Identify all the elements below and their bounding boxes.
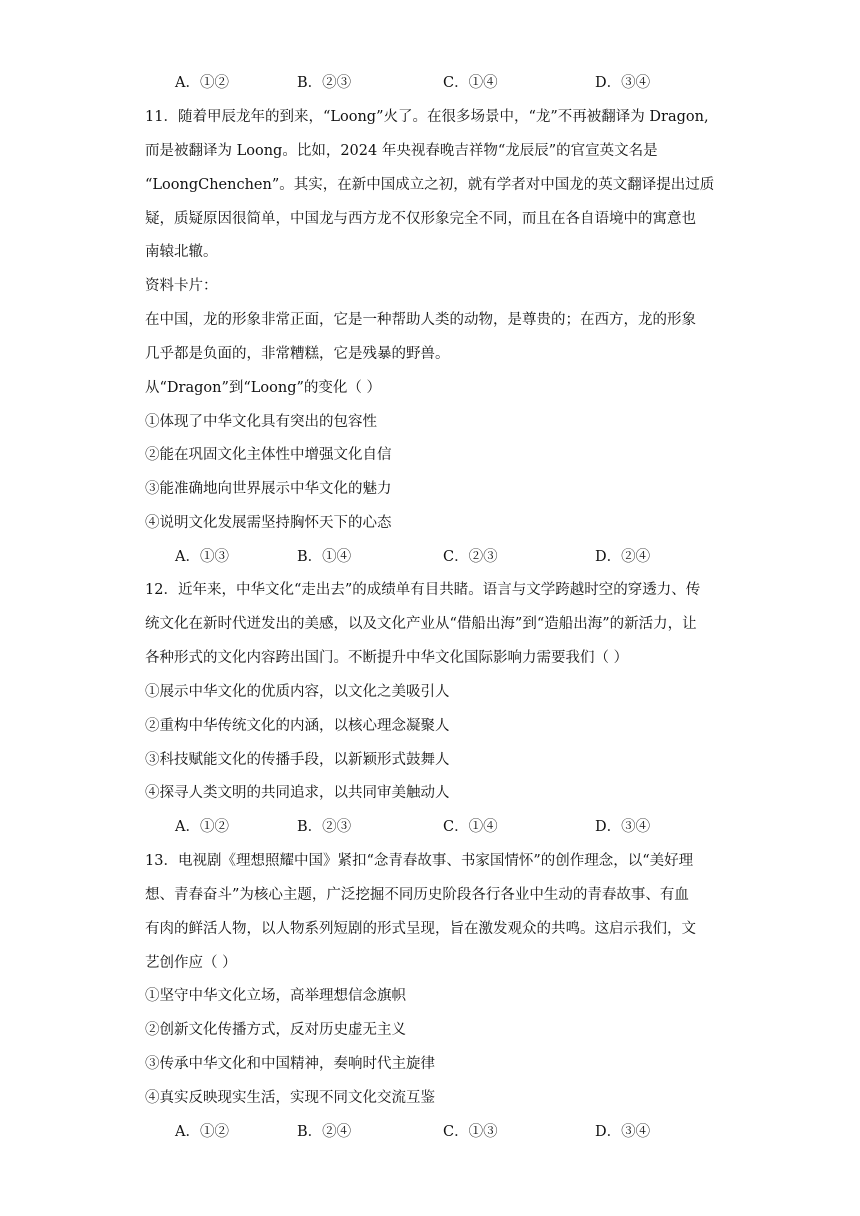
q13-item-3: ③传承中华文化和中国精神，奏响时代主旋律: [145, 1056, 435, 1072]
q11-item-2: ②能在巩固文化主体性中增强文化自信: [145, 447, 392, 463]
q12-option-c[interactable]: C．①④: [443, 819, 498, 835]
q10-option-a[interactable]: A．①②: [175, 75, 229, 91]
q12-text-line: 各种形式的文化内容跨出国门。不断提升中华文化国际影响力需要我们（ ）: [145, 650, 629, 666]
q11-text-line: 11．随着甲辰龙年的到来，“Loong”火了。在很多场景中，“龙”不再被翻译为 Dragon,: [145, 109, 709, 125]
q13-option-d[interactable]: D．③④: [595, 1124, 651, 1140]
q12-option-d[interactable]: D．③④: [595, 819, 651, 835]
q13-text-line: 13．电视剧《理想照耀中国》紧扣“念青春故事、书家国情怀”的创作理念，以“美好理: [145, 853, 694, 869]
q13-text-line: 想、青春奋斗”为核心主题，广泛挖掘不同历史阶段各行各业中生动的青春故事、有血: [145, 887, 689, 903]
q11-card-line: 在中国，龙的形象非常正面，它是一种帮助人类的动物，是尊贵的；在西方，龙的形象: [145, 312, 696, 328]
q11-option-c[interactable]: C．②③: [443, 549, 498, 565]
q13-item-1: ①坚守中华文化立场，高举理想信念旗帜: [145, 988, 406, 1004]
q13-item-4: ④真实反映现实生活，实现不同文化交流互鉴: [145, 1090, 435, 1106]
q13-text-line: 有肉的鲜活人物，以人物系列短剧的形式呈现，旨在激发观众的共鸣。这启示我们，文: [145, 921, 696, 937]
q10-option-b[interactable]: B．②③: [297, 75, 352, 91]
q13-option-b[interactable]: B．②④: [297, 1124, 352, 1140]
q13-item-2: ②创新文化传播方式，反对历史虚无主义: [145, 1022, 406, 1038]
q11-text-line: 疑，质疑原因很简单，中国龙与西方龙不仅形象完全不同，而且在各自语境中的寓意也: [145, 211, 696, 227]
q12-option-b[interactable]: B．②③: [297, 819, 352, 835]
q13-text-line: 艺创作应（ ）: [145, 955, 237, 971]
q12-item-3: ③科技赋能文化的传播手段，以新颖形式鼓舞人: [145, 752, 450, 768]
q12-text-line: 12．近年来，中华文化“走出去”的成绩单有目共睹。语言与文学跨越时空的穿透力、传: [145, 582, 701, 598]
q11-item-3: ③能准确地向世界展示中华文化的魅力: [145, 481, 392, 497]
q12-text-line: 统文化在新时代迸发出的美感，以及文化产业从“借船出海”到“造船出海”的新活力，让: [145, 616, 697, 632]
q12-item-4: ④探寻人类文明的共同追求，以共同审美触动人: [145, 785, 450, 801]
q11-option-d[interactable]: D．②④: [595, 549, 651, 565]
q11-item-1: ①体现了中华文化具有突出的包容性: [145, 414, 377, 430]
q11-card-line: 几乎都是负面的，非常糟糕，它是残暴的野兽。: [145, 346, 450, 362]
q11-text-line: 南辕北辙。: [145, 244, 218, 260]
q11-text-line: “LoongChenchen”。其实，在新中国成立之初，就有学者对中国龙的英文翻译提出过质: [145, 177, 715, 193]
q11-stem: 从“Dragon”到“Loong”的变化（ ）: [145, 380, 382, 396]
q12-item-1: ①展示中华文化的优质内容，以文化之美吸引人: [145, 684, 450, 700]
q13-option-a[interactable]: A．①②: [175, 1124, 229, 1140]
q11-option-b[interactable]: B．①④: [297, 549, 352, 565]
q11-option-a[interactable]: A．①③: [175, 549, 229, 565]
q10-option-d[interactable]: D．③④: [595, 75, 651, 91]
q11-text-line: 而是被翻译为 Loong。比如，2024 年央视春晚吉祥物“龙辰辰”的官宣英文名是: [145, 143, 658, 159]
q10-option-c[interactable]: C．①④: [443, 75, 498, 91]
q11-card-title: 资料卡片：: [145, 278, 218, 294]
q11-item-4: ④说明文化发展需坚持胸怀天下的心态: [145, 515, 392, 531]
q13-option-c[interactable]: C．①③: [443, 1124, 498, 1140]
q12-option-a[interactable]: A．①②: [175, 819, 229, 835]
q12-item-2: ②重构中华传统文化的内涵，以核心理念凝聚人: [145, 718, 450, 734]
